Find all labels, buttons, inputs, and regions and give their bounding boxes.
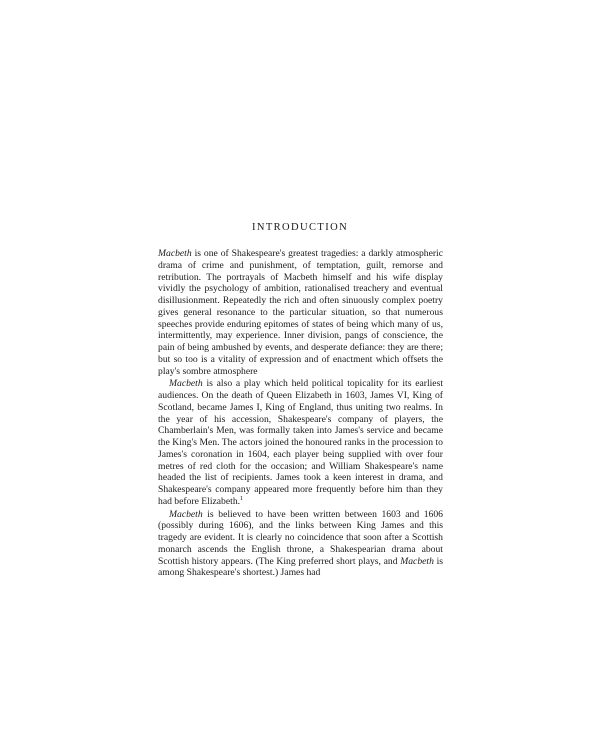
paragraph-text: is one of Shakespeare's greatest tragedies: a darkly atmospheric drama of crime and punishment, of temptation, guilt, remorse and retribution. The portrayals of Macbeth himself and his wife display vividly the psychology of ambition, rationalised treachery and eventual disillusionment. Repeatedly the rich and often sinuously complex poetry gives general resonance to the particular situation, so that numerous speeches provide enduring epitomes of states of being which many of us, intermittently, may experience. Inner division, pangs of conscience, the pain of being ambushed by events, and desperate defiance: they are there; but so too is a vitality of expression and of enactment which offsets the play's sombre atmosphere — [158, 248, 443, 377]
play-title: Macbeth — [169, 378, 203, 390]
paragraph-2 — [158, 378, 443, 507]
play-title: Macbeth — [158, 248, 192, 259]
paragraph-1 — [158, 248, 443, 377]
chapter-heading: INTRODUCTION — [251, 222, 349, 233]
paragraph-3 — [158, 509, 443, 580]
paragraph-text: is among Shakespeare's shortest.) James had — [158, 555, 444, 579]
paragraph-text: is believed to have been written between 1603 and 1606 (possibly during 1606), and the links between King James and this tragedy are evident. It is clearly no coincidence that soon after a Scottish monarch ascends the English throne, a Shakespearian drama about Scottish history appears. (The King preferred short plays, and — [158, 508, 443, 567]
play-title: Macbeth — [169, 508, 203, 520]
play-title: Macbeth — [400, 555, 434, 567]
paragraph-text: is also a play which held political topicality for its earliest audiences. On the death of Queen Elizabeth in 1603, James VI, King of Scotland, became James I, King of England, thus uniting two realms. In the year of his accession, Shakespeare's company of players, the Chamberlain's Men, was formally taken into James's service and became the King's Men. The actors joined the honoured ranks in the procession to James's coronation in 1604, each player being supplied with over four metres of red cloth for the occasion; and William Shakespeare's name headed the list of recipients. James took a keen interest in drama, and Shakespeare's company appeared more frequently before him than they had before Elizabeth. — [158, 378, 443, 507]
body-text — [158, 248, 443, 579]
footnote-marker: 1 — [240, 494, 244, 502]
